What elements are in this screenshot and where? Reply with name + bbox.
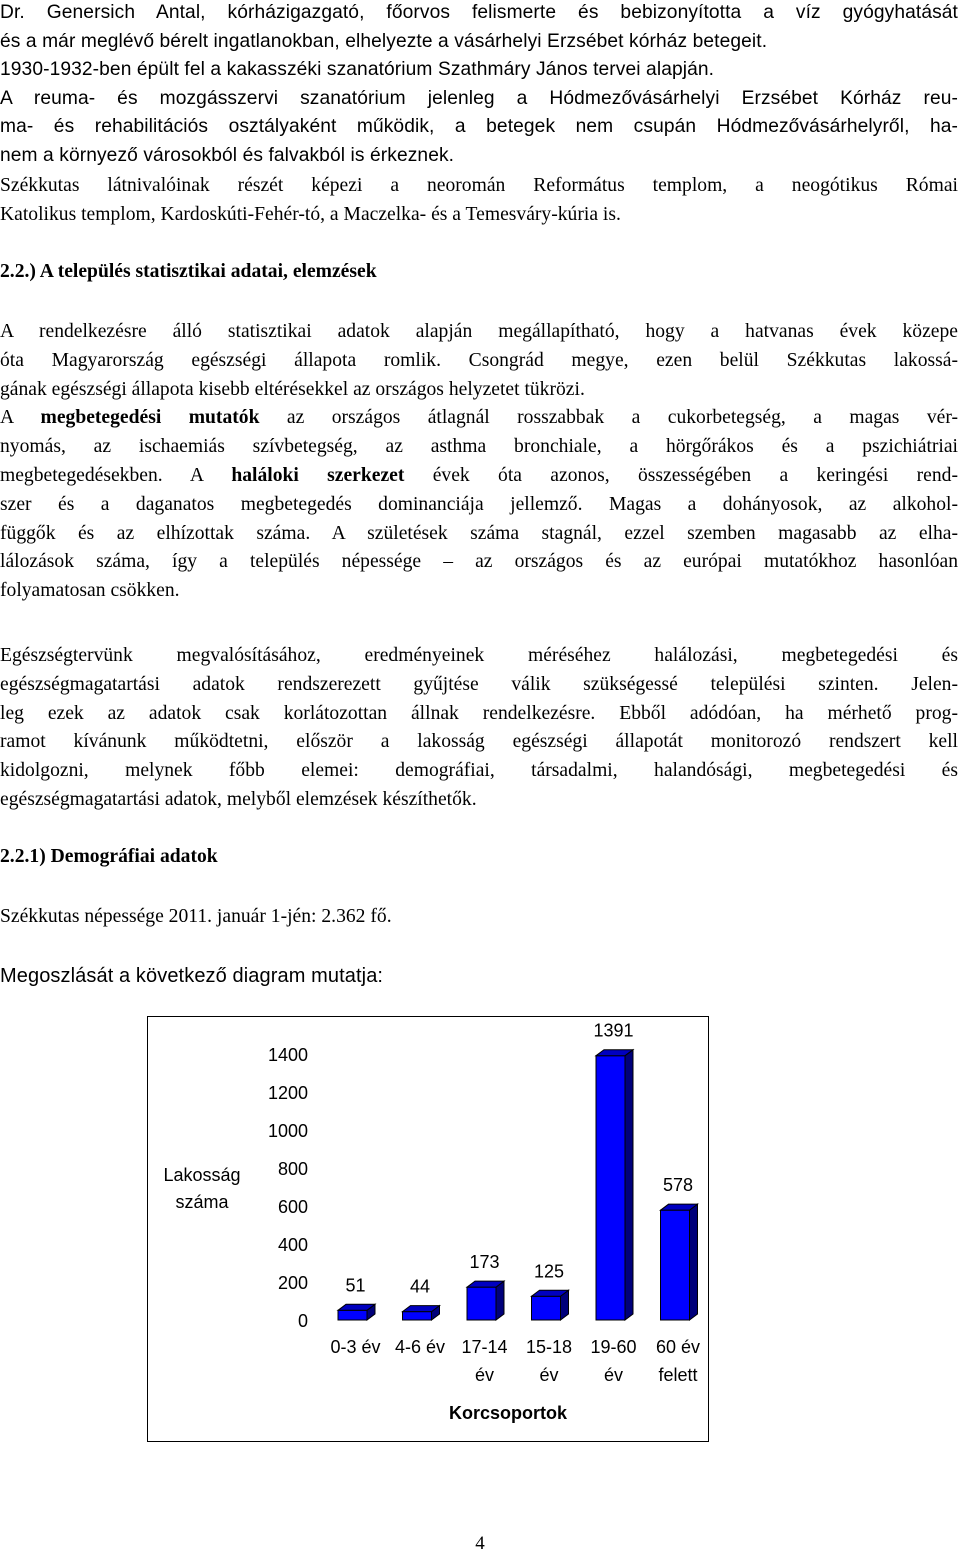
- text-line: nem a környező városokból és falvakból is érkeznek.: [0, 144, 455, 166]
- bar: [467, 1287, 496, 1320]
- text-line: leg ezek az adatok csak korlátozottan állnak rendelkezésre. Ebből adódóan, ha mérhető prog-: [0, 702, 958, 724]
- x-tick-label: év: [603, 1365, 624, 1385]
- text-line: Dr. Genersich Antal, kórházigazgató, főorvos felismerte és bebizonyította a víz gyógyhatását: [0, 2, 958, 23]
- y-axis-label: Lakosság: [163, 1165, 241, 1185]
- x-tick-label: 19-60: [590, 1337, 637, 1357]
- chart-frame: [147, 1016, 709, 1442]
- bar-side: [690, 1204, 698, 1320]
- text-run: az országos átlagnál rosszabbak a cukorbetegség, a magas vér-: [259, 407, 958, 429]
- text-line: A reuma- és mozgásszervi szanatórium jelenleg a Hódmezővásárhelyi Erzsébet Kórház reu-: [0, 87, 958, 109]
- y-tick-label: 1000: [267, 1121, 308, 1141]
- text-line: szer és a daganatos megbetegedés dominanciája jellemző. Magas a dohányosok, az alkohol-: [0, 493, 958, 515]
- y-tick-label: 800: [277, 1159, 308, 1179]
- y-tick-label: 1400: [267, 1045, 308, 1065]
- text-line: lálozások száma, így a település népessége – az országos és az európai mutatókhoz hasonlóan: [0, 551, 958, 573]
- text-line: [0, 404, 958, 433]
- text-line: ma- és rehabilitációs osztályaként működik, a betegek nem csupán Hódmezővásárhelyről, ha-: [0, 116, 958, 137]
- text-run: megbetegedésekben. A: [0, 464, 232, 486]
- y-tick-label: 600: [277, 1197, 308, 1217]
- data-label: 1391: [593, 1020, 634, 1041]
- text-line: és a már meglévő bérelt ingatlanokban, elhelyezte a vásárhelyi Erzsébet kórház betegeit.: [0, 30, 768, 52]
- text-line: [0, 462, 958, 491]
- text-line: óta Magyarország egészségi állapota romlik. Csongrád megye, ezen belül Székkutas lakossá-: [0, 349, 958, 371]
- text-line: Székkutas látnivalóinak részét képezi a neoromán Református templom, a neogótikus Római: [0, 175, 958, 196]
- data-label: 578: [662, 1175, 694, 1196]
- text-run: évek óta azonos, összességében a keringési rend-: [404, 464, 958, 486]
- text-line: Egészségtervünk megvalósításához, eredményeinek méréséhez halálozási, megbetegedési és: [0, 645, 958, 666]
- data-label: 173: [469, 1252, 500, 1273]
- text-line: folyamatosan csökken.: [0, 580, 180, 602]
- text-line: függők és az elhízottak száma. A születések száma stagnál, ezzel szemben magasabb az elha-: [0, 522, 958, 544]
- bold-term: haláloki szerkezet: [231, 464, 405, 486]
- x-tick-label: 4-6 év: [394, 1337, 446, 1357]
- y-tick-label: 0: [297, 1311, 308, 1331]
- population-line: [0, 903, 958, 932]
- x-tick-label: 15-18: [525, 1337, 573, 1357]
- x-tick-label: 60 év: [655, 1337, 701, 1357]
- data-label: 125: [533, 1261, 565, 1282]
- section-heading: 2.2.1) Demográfiai adatok: [0, 846, 218, 867]
- sights-paragraph: [0, 172, 958, 230]
- bold-term: megbetegedési mutatók: [40, 407, 260, 429]
- text-line: Székkutas népessége 2011. január 1-jén: 2.362 fő.: [0, 906, 392, 927]
- bar-side: [496, 1281, 504, 1320]
- bar: [596, 1056, 625, 1320]
- intro-paragraph: [0, 0, 958, 170]
- x-tick-label: felett: [658, 1365, 698, 1385]
- y-axis-label: száma: [175, 1192, 229, 1212]
- text-line: egészségmagatartási adatok, melyből elemzések készíthetők.: [0, 788, 477, 810]
- section-heading: 2.2.) A település statisztikai adatai, elemzések: [0, 261, 377, 282]
- y-tick-label: 1200: [267, 1083, 308, 1103]
- text-line: ramot kívánunk működtetni, először a lakosság egészségi állapotát monitorozó rendszert kell: [0, 731, 958, 753]
- text-line: Katolikus templom, Kardoskúti-Fehér-tó, a Maczelka- és a Temesváry-kúria is.: [0, 203, 621, 225]
- x-tick-label: év: [539, 1365, 559, 1385]
- chart-intro-line: [0, 962, 958, 991]
- x-tick-label: 0-3 év: [330, 1337, 381, 1357]
- plan-paragraph: [0, 642, 958, 815]
- data-label: 44: [409, 1276, 431, 1297]
- text-line: gának egészségi állapota kisebb eltérésekkel az országos helyzetet tükrözi.: [0, 378, 585, 400]
- y-tick-label: 400: [277, 1235, 308, 1255]
- x-tick-label: 17-14: [461, 1337, 508, 1357]
- x-tick-label: év: [474, 1365, 495, 1385]
- bar: [661, 1210, 690, 1320]
- text-line: nyomás, az ischaemiás szívbetegség, az asthma bronchiale, a hörgőrákos és a pszichiátriai: [0, 436, 958, 458]
- bar: [532, 1296, 561, 1320]
- text-line: Megoszlását a következő diagram mutatja:: [0, 965, 384, 987]
- y-tick-label: 200: [277, 1273, 308, 1293]
- x-axis-label: Korcsoportok: [448, 1403, 568, 1423]
- text-run: A: [0, 407, 41, 429]
- stats-paragraph: [0, 318, 958, 606]
- page-number: 4: [475, 1533, 485, 1554]
- text-line: 1930-1932-ben épült fel a kakasszéki szanatórium Szathmáry János tervei alapján.: [0, 59, 715, 80]
- text-line: A rendelkezésre álló statisztikai adatok alapján megállapítható, hogy a hatvanas évek közepe: [0, 321, 958, 342]
- population-bar-chart: [148, 1017, 708, 1441]
- bar: [403, 1312, 432, 1320]
- text-line: kidolgozni, melynek főbb elemei: demográfiai, társadalmi, halandósági, megbetegedési és: [0, 760, 958, 782]
- text-line: egészségmagatartási adatok rendszerezett gyűjtése válik szükségessé települési szinten. Jelen-: [0, 673, 958, 695]
- bar-side: [625, 1050, 633, 1320]
- data-label: 51: [345, 1275, 366, 1296]
- bar: [338, 1310, 367, 1320]
